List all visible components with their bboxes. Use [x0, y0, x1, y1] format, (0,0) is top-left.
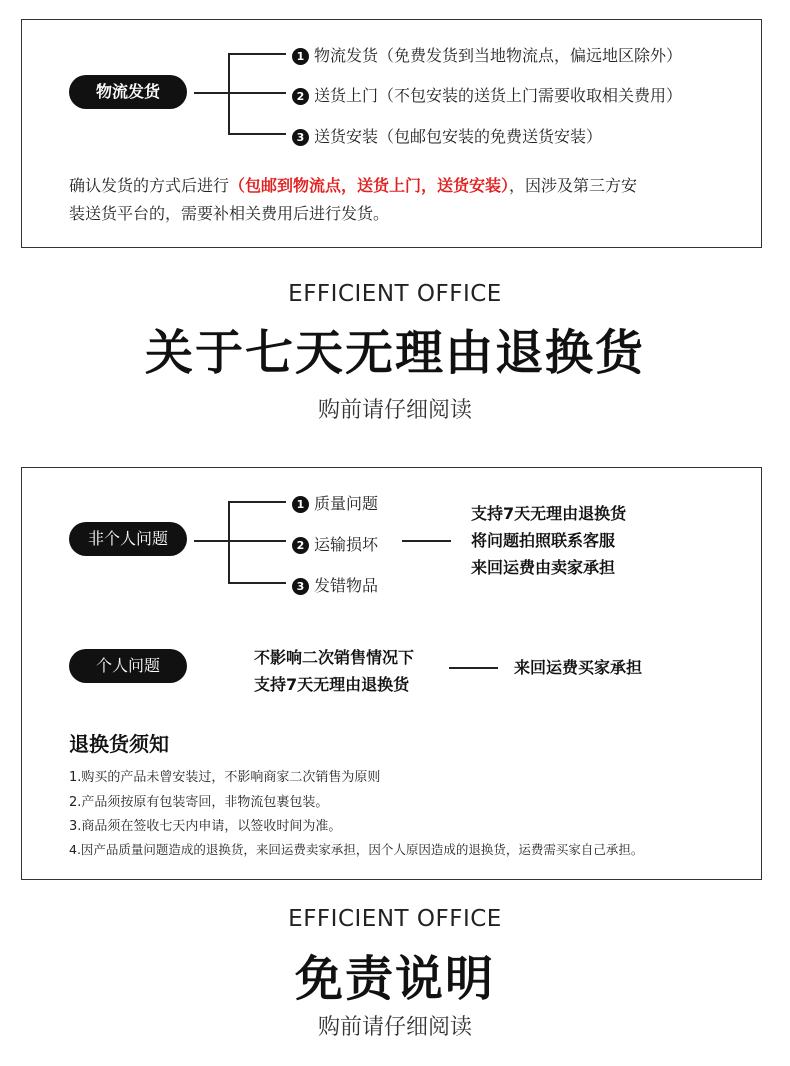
connector-line — [228, 133, 286, 135]
shipping-note-text: 确认发货的方式后进行 — [69, 176, 230, 195]
non-personal-badge: 非个人问题 — [69, 522, 187, 556]
number-badge: 1 — [292, 496, 309, 513]
personal-policy: 来回运费买家承担 — [514, 658, 643, 677]
section-title: 关于七天无理由退换货 — [144, 325, 645, 381]
notice-title: 退换货须知 — [69, 732, 169, 756]
connector-line — [449, 667, 498, 669]
section-subtitle-en: EFFICIENT OFFICE — [288, 281, 502, 307]
notice-item: 2.产品须按原有包装寄回，非物流包裹包装。 — [69, 795, 329, 810]
reason-item — [292, 573, 378, 596]
shipping-option-text: 物流发货（免费发货到当地物流点，偏远地区除外） — [314, 46, 683, 65]
notice-item: 1.购买的产品未曾安装过，不影响商家二次销售为原则 — [69, 770, 381, 785]
number-badge: 3 — [292, 578, 309, 595]
connector-line — [228, 540, 286, 542]
number-badge: 1 — [292, 48, 309, 65]
personal-condition — [254, 644, 414, 698]
connector-line — [194, 92, 229, 94]
reason-text: 发错物品 — [314, 576, 379, 595]
section-subtitle: 购前请仔细阅读 — [317, 398, 472, 423]
section-subtitle-en: EFFICIENT OFFICE — [288, 906, 502, 932]
connector-line — [228, 53, 286, 55]
condition-line: 不影响二次销售情况下 — [254, 648, 415, 667]
connector-line — [228, 501, 286, 503]
reason-text: 运输损坏 — [314, 535, 379, 554]
shipping-option — [292, 43, 682, 66]
shipping-note-highlight: （包邮到物流点，送货上门，送货安装） — [229, 176, 510, 195]
notice-item: 3.商品须在签收七天内申请，以签收时间为准。 — [69, 819, 342, 834]
number-badge: 2 — [292, 537, 309, 554]
policy-line: 来回运费由卖家承担 — [471, 558, 616, 577]
connector-line — [194, 540, 229, 542]
connector-line — [228, 501, 230, 583]
number-badge: 3 — [292, 129, 309, 146]
condition-line: 支持7天无理由退换货 — [254, 675, 410, 694]
connector-line — [228, 53, 230, 134]
connector-line — [228, 92, 286, 94]
policy-line: 将问题拍照联系客服 — [471, 531, 616, 550]
section-subtitle: 购前请仔细阅读 — [317, 1015, 472, 1040]
non-personal-policy — [471, 500, 626, 581]
connector-line — [402, 540, 451, 542]
shipping-option-text: 送货上门（不包安装的送货上门需要收取相关费用） — [314, 86, 683, 105]
policy-line: 支持7天无理由退换货 — [471, 504, 627, 523]
shipping-note — [69, 172, 739, 228]
shipping-note-text: ，因涉及第三方安 — [509, 176, 638, 195]
reason-text: 质量问题 — [314, 494, 379, 513]
shipping-option — [292, 124, 602, 147]
shipping-option-text: 送货安装（包邮包安装的免费送货安装） — [314, 127, 603, 146]
connector-line — [228, 582, 286, 584]
personal-badge: 个人问题 — [69, 649, 187, 683]
number-badge: 2 — [292, 88, 309, 105]
notice-item: 4.因产品质量问题造成的退换货，来回运费卖家承担，因个人原因造成的退换货，运费需买家自己承担。 — [69, 842, 644, 857]
shipping-badge: 物流发货 — [69, 75, 187, 109]
shipping-option — [292, 83, 682, 106]
section-title: 免责说明 — [294, 951, 495, 1007]
reason-item — [292, 532, 378, 555]
shipping-note-text: 装送货平台的，需要补相关费用后进行发货。 — [69, 204, 390, 223]
reason-item — [292, 491, 378, 514]
